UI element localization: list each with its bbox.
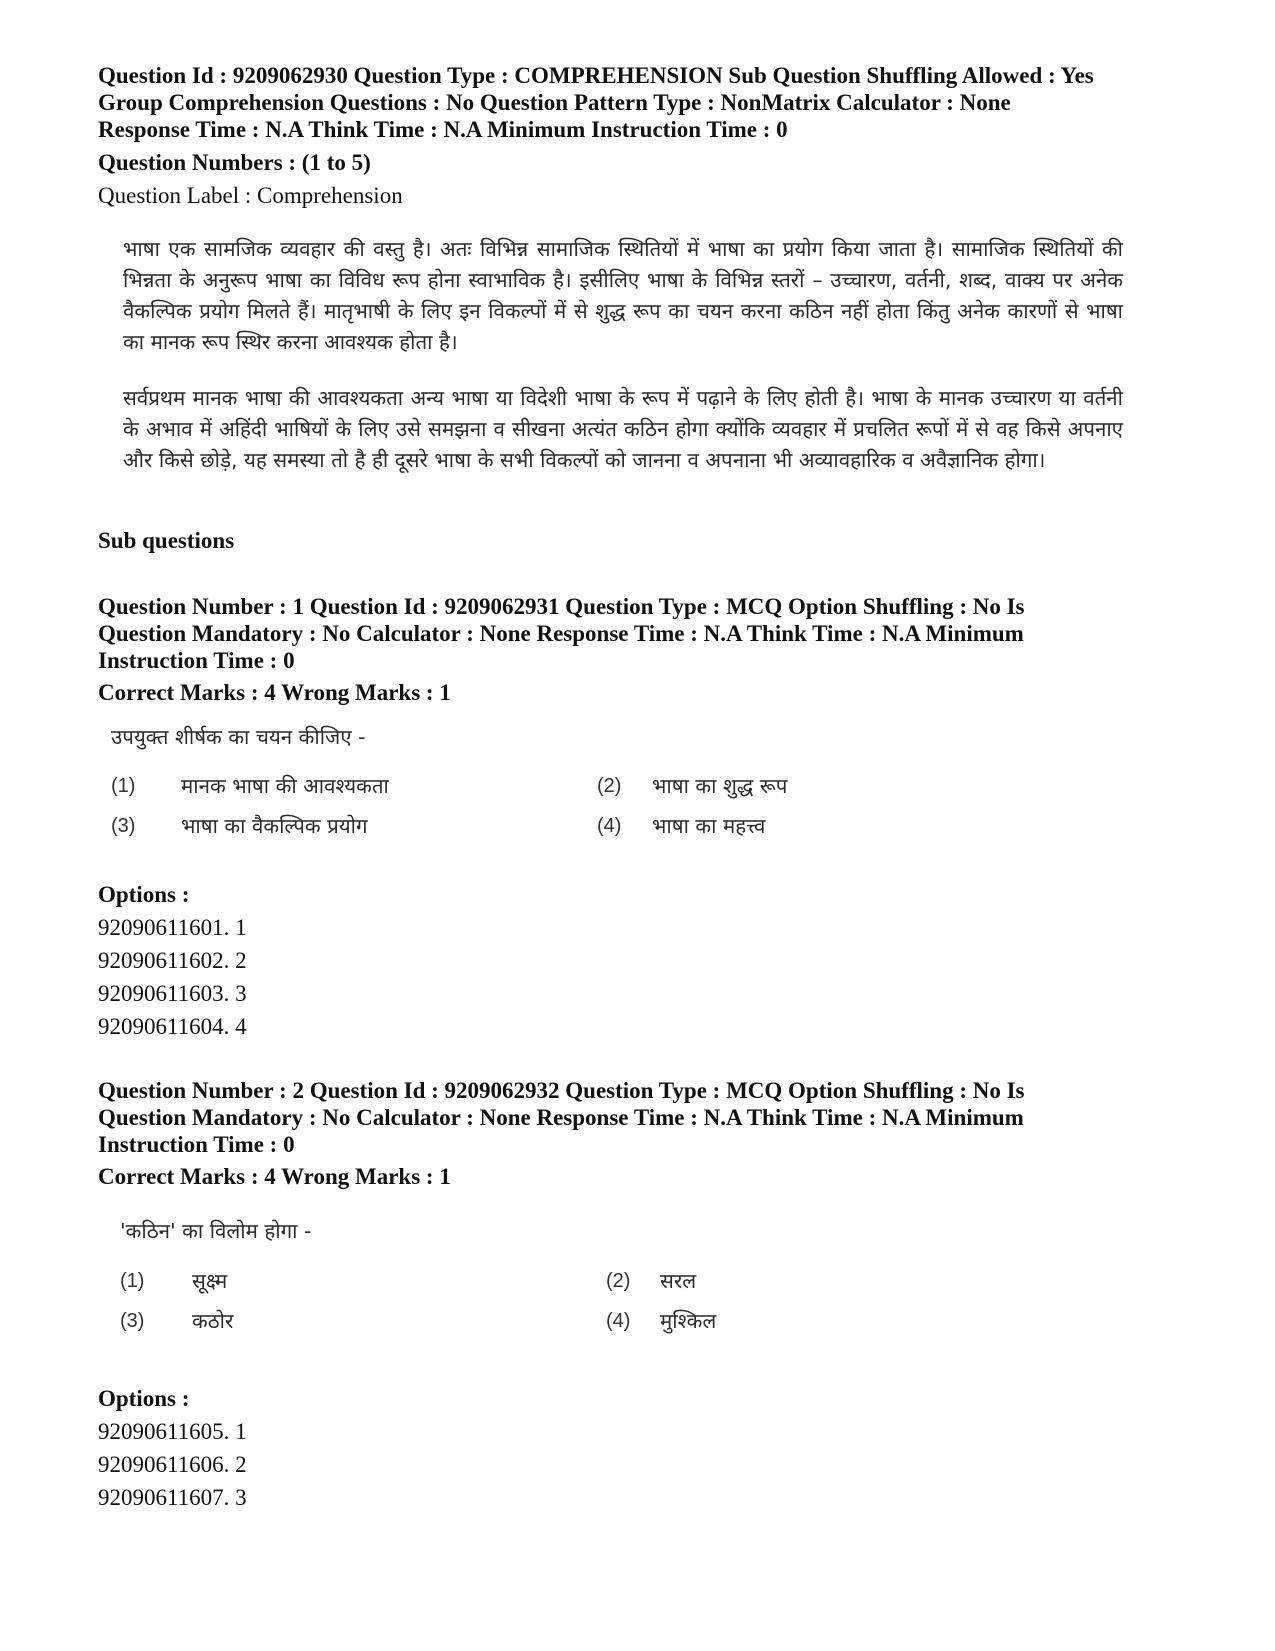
question-numbers: Question Numbers : (1 to 5) — [98, 150, 371, 175]
q2-choice-2-number: (2) — [606, 1270, 631, 1292]
q2-header-line-3: Instruction Time : 0 — [98, 1132, 295, 1157]
q1-choice-1-text: मानक भाषा की आवश्यकता — [181, 774, 389, 798]
q2-header-line-1: Question Number : 2 Question Id : 9209062932 Question Type : MCQ Option Shuffling : No Is — [98, 1078, 1025, 1103]
q2-choice-3-text: कठोर — [192, 1309, 234, 1333]
comprehension-header-line-2: Group Comprehension Questions : No Question Pattern Type : NonMatrix Calculator : None — [98, 90, 1011, 115]
q2-option-1: 92090611605. 1 — [98, 1419, 247, 1444]
q1-stem: उपयुक्त शीर्षक का चयन कीजिए - — [111, 725, 366, 749]
q2-choice-2-text: सरल — [660, 1269, 697, 1293]
q1-choice-2-text: भाषा का शुद्ध रूप — [652, 774, 788, 798]
q2-option-2: 92090611606. 2 — [98, 1452, 247, 1477]
q1-header-line-3: Instruction Time : 0 — [98, 648, 295, 673]
q1-marks: Correct Marks : 4 Wrong Marks : 1 — [98, 680, 451, 705]
q1-choice-2-number: (2) — [597, 775, 622, 797]
q2-choice-1-number: (1) — [120, 1270, 145, 1292]
q2-choice-3-number: (3) — [120, 1310, 145, 1332]
passage-paragraph-1: भाषा एक सामजिक व्यवहार की वस्तु है। अतः विभिन्न सामाजिक स्थितियों में भाषा का प्रयोग किया जाता है। सामाजिक स्थितियों की भिन्नता के अनुरूप भाषा का विविध रूप होना स्वाभाविक है। इसीलिए भाषा के विभिन्न स्तरों – उच्चारण, वर्तनी, शब्द, वाक्य पर अनेक वैकल्पिक प्रयोग मिलते हैं। मातृभाषी के लिए इन विकल्पों में से शुद्ध रूप का चयन करना कठिन नहीं होता किंतु अनेक कारणों से भाषा का मानक रूप स्थिर करना आवश्यक होता है। — [123, 237, 1123, 354]
q2-choice-4-number: (4) — [606, 1310, 631, 1332]
comprehension-header-line-3: Response Time : N.A Think Time : N.A Minimum Instruction Time : 0 — [98, 117, 788, 142]
q1-choice-4-text: भाषा का महत्त्व — [652, 814, 766, 838]
q1-choice-4-number: (4) — [597, 815, 622, 837]
q2-choice-1-text: सूक्ष्म — [192, 1269, 228, 1293]
q1-options-heading: Options : — [98, 882, 190, 907]
q1-header-line-2: Question Mandatory : No Calculator : None Response Time : N.A Think Time : N.A Minimum — [98, 621, 1024, 646]
q2-header-line-2: Question Mandatory : No Calculator : None Response Time : N.A Think Time : N.A Minimum — [98, 1105, 1024, 1130]
q1-choice-1-number: (1) — [111, 775, 136, 797]
q1-header-line-1: Question Number : 1 Question Id : 9209062931 Question Type : MCQ Option Shuffling : No Is — [98, 594, 1025, 619]
q2-option-3: 92090611607. 3 — [98, 1485, 247, 1510]
question-label: Question Label : Comprehension — [98, 183, 403, 208]
q1-option-4: 92090611604. 4 — [98, 1014, 247, 1039]
q2-marks: Correct Marks : 4 Wrong Marks : 1 — [98, 1164, 451, 1189]
q1-choice-3-text: भाषा का वैकल्पिक प्रयोग — [181, 814, 368, 838]
q1-choice-3-number: (3) — [111, 815, 136, 837]
comprehension-header-line-1: Question Id : 9209062930 Question Type : COMPREHENSION Sub Question Shuffling Allowed : Yes — [98, 63, 1094, 88]
sub-questions-heading: Sub questions — [98, 528, 235, 553]
q2-options-heading: Options : — [98, 1386, 190, 1411]
q1-option-1: 92090611601. 1 — [98, 915, 247, 940]
q2-stem: 'कठिन' का विलोम होगा - — [120, 1219, 312, 1243]
q1-option-2: 92090611602. 2 — [98, 948, 247, 973]
passage-paragraph-2: सर्वप्रथम मानक भाषा की आवश्यकता अन्य भाषा या विदेशी भाषा के रूप में पढ़ाने के लिए होती है। भाषा के मानक उच्चारण या वर्तनी के अभाव में अहिंदी भाषियों के लिए उसे समझना व सीखना अत्यंत कठिन होगा क्योंकि व्यवहार में प्रचलित रूपों में से वह किसे अपनाए और किसे छोड़े, यह समस्या तो है ही दूसरे भाषा के सभी विकल्पों को जानना व अपनाना भी अव्यावहारिक व अवैज्ञानिक होगा। — [123, 386, 1123, 472]
q2-choice-4-text: मुश्किल — [660, 1309, 717, 1333]
q1-option-3: 92090611603. 3 — [98, 981, 247, 1006]
